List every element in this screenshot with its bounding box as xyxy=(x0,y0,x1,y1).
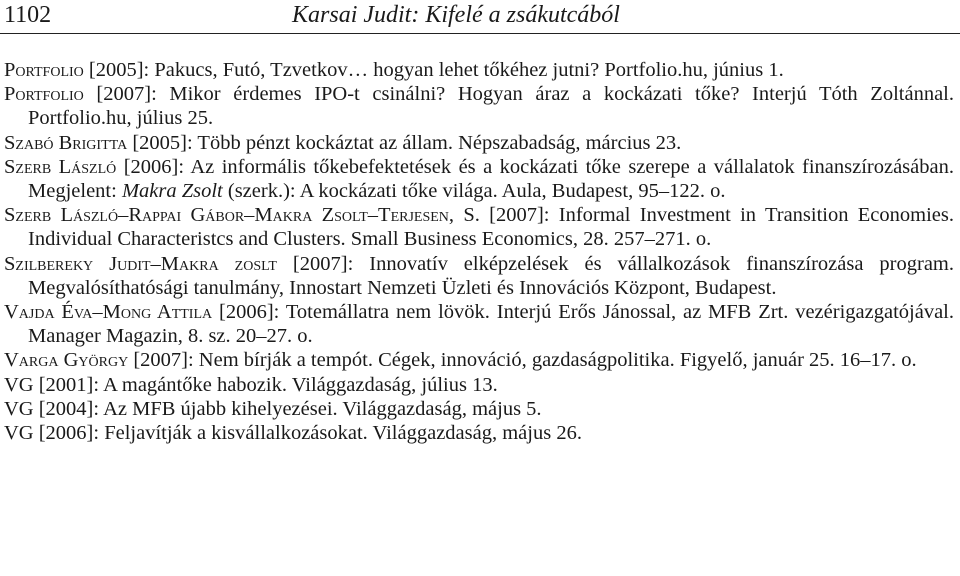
reference-author: Szerb László xyxy=(4,155,117,178)
header-rule xyxy=(0,33,960,34)
reference-author: Szerb László–Rappai Gábor–Makra Zsolt–Terjesen, S. xyxy=(4,204,480,227)
reference-list xyxy=(4,58,954,445)
reference-author: Vajda Éva–Mong Attila xyxy=(4,301,213,324)
reference-entry xyxy=(4,203,954,251)
reference-text: [2004]: Az MFB újabb kihelyezései. Világgazdaság, május 5. xyxy=(33,397,542,420)
reference-text: [2006]: Totemállatra nem lövök. Interjú Erős Jánossal, az MFB Zrt. vezérigazgatójával. Manager Magazin, 8. sz. 20–27. o. xyxy=(28,301,954,348)
reference-text: [2006]: Feljavítják a kisvállalkozásokat. Világgazdaság, május 26. xyxy=(33,422,582,445)
reference-text: [2006]: Az informális tőkebefektetések és a kockázati tőke szerepe a vállalatok finanszírozásában. Megjelent: xyxy=(28,155,954,203)
reference-text: [2005]: Több pénzt kockáztat az állam. Népszabadság, március 23. xyxy=(127,131,682,154)
reference-text: [2005]: Pakucs, Futó, Tzvetkov… hogyan lehet tőkéhez jutni? Portfolio.hu, június 1. xyxy=(83,59,784,81)
reference-entry xyxy=(4,300,954,348)
reference-entry xyxy=(4,155,954,203)
reference-editor: Makra Zsolt xyxy=(121,180,223,203)
running-title: Karsai Judit: Kifelé a zsákutcából xyxy=(292,2,620,28)
page-header xyxy=(0,0,960,40)
reference-entry xyxy=(4,348,954,372)
reference-author: Portfolio xyxy=(4,59,84,81)
reference-text: [2001]: A magántőke habozik. Világgazdaság, július 13. xyxy=(33,373,498,396)
reference-entry xyxy=(4,131,954,155)
page-number: 1102 xyxy=(4,2,52,28)
reference-author: Szabó Brigitta xyxy=(4,131,128,154)
reference-author: VG xyxy=(4,373,34,396)
reference-entry xyxy=(4,252,954,300)
reference-text: [2007]: Mikor érdemes IPO-t csinálni? Hogyan áraz a kockázati tőke? Interjú Tóth Zoltánnal. Portfolio.hu, július 25. xyxy=(28,83,954,130)
reference-text: [2007]: Nem bírják a tempót. Cégek, innováció, gazdaságpolitika. Figyelő, január 25. 16–17. o. xyxy=(128,349,917,372)
reference-author: Portfolio xyxy=(4,83,84,106)
reference-text: [2007]: Informal Investment in Transition Economies. Individual Characteristcs and Clusters. Small Business Economics, 28. 257–271. o. xyxy=(28,204,954,251)
reference-author: VG xyxy=(4,397,34,420)
reference-entry xyxy=(4,82,954,130)
reference-entry xyxy=(4,397,954,421)
reference-author: VG xyxy=(4,422,34,445)
reference-entry xyxy=(4,58,954,82)
reference-author: Varga György xyxy=(4,349,129,372)
reference-text-continued: (szerk.): A kockázati tőke világa. Aula, Budapest, 95–122. o. xyxy=(222,180,726,203)
reference-text: [2007]: Innovatív elképzelések és vállalkozások finanszírozása program. Megvalósíthatósági tanulmány, Innostart Nemzeti Üzleti és Innovációs Központ, Budapest. xyxy=(28,252,955,299)
reference-author: Szilbereky Judit–Makra zoslt xyxy=(4,252,277,275)
reference-entry xyxy=(4,373,954,397)
reference-entry xyxy=(4,421,954,445)
